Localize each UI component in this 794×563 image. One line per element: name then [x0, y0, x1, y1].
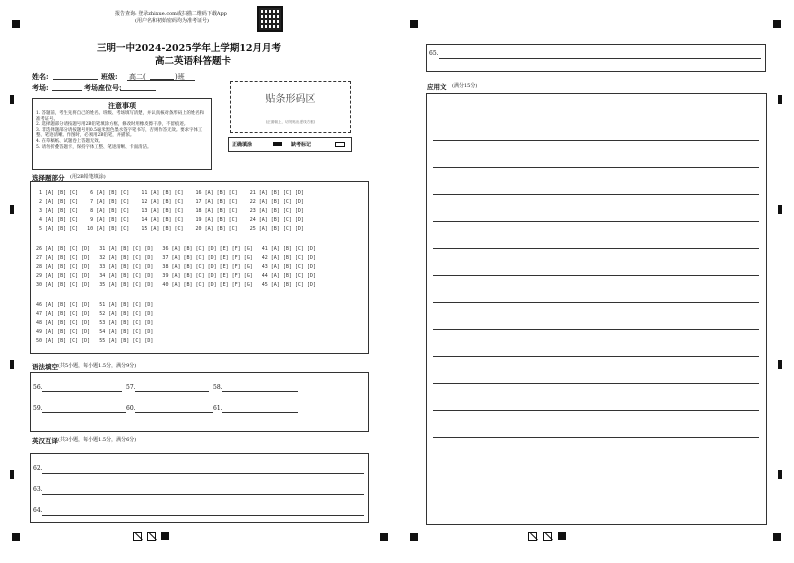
- notes-item: 3. 非选择题部分请按题号用0.5毫米黑色墨水签字笔书写，否则作答无效。要求字体工整、笔迹清晰。作图时，必须用2B铅笔，并描浓。: [36, 127, 203, 139]
- translation-item-64: 64.: [33, 507, 43, 514]
- writing-line[interactable]: [433, 302, 759, 303]
- mcq-row[interactable]: 1 [A] [B] [C] 6 [A] [B] [C] 11 [A] [B] [C] 16 [A] [B] [C] 21 [A] [B] [C] [D]: [36, 190, 304, 196]
- valid-fill-label: 正确填涂: [232, 142, 253, 148]
- mcq-row[interactable]: 47 [A] [B] [C] [D] 52 [A] [B] [C] [D]: [36, 311, 154, 317]
- translation-section-label: 英汉互译: [32, 437, 58, 445]
- writing-section-note: (满分15分): [452, 83, 478, 89]
- page-code-mark: [133, 532, 142, 541]
- translation-item-63: 63.: [33, 486, 43, 493]
- exam-room-field[interactable]: [52, 90, 82, 91]
- absent-mark-checkbox[interactable]: [335, 142, 345, 147]
- writing-line[interactable]: [433, 437, 759, 438]
- mcq-row[interactable]: 28 [A] [B] [C] [D] 33 [A] [B] [C] [D] 38 [A] [B] [C] [D] [E] [F] [G] 43 [A] [B] [C] [D]: [36, 264, 316, 270]
- page-code-mark: [543, 532, 552, 541]
- translation-line-62[interactable]: [42, 473, 364, 474]
- question-65-label: 65.: [429, 50, 439, 57]
- notes-item: 1. 答题前，考生先将自己的姓名、班级、考场填写清楚，并认真核对条形码上的姓名和准考证号。: [36, 111, 205, 122]
- writing-line[interactable]: [433, 248, 759, 249]
- registration-mark-bottom-right: [773, 533, 781, 541]
- registration-mark-top-center: [410, 20, 418, 28]
- question-65-line[interactable]: [439, 58, 761, 59]
- side-mark: [778, 470, 782, 479]
- grammar-item-57: 57.: [126, 384, 136, 391]
- report-notice: 报告查询: 登录zhixue.com或扫描二维码下载App: [115, 11, 227, 17]
- writing-line[interactable]: [433, 356, 759, 357]
- name-label: 姓名:: [32, 72, 49, 81]
- page-code-mark: [558, 532, 566, 540]
- notes-item: 4. 在草稿纸、试题卷上答题无效。: [36, 138, 104, 144]
- writing-section-label: 应用文: [427, 83, 447, 91]
- barcode-label: 贴条形码区: [265, 94, 316, 105]
- grammar-blank-58[interactable]: [222, 391, 298, 392]
- mcq-row[interactable]: 5 [A] [B] [C] 10 [A] [B] [C] 15 [A] [B] [C] 20 [A] [B] [C] 25 [A] [B] [C] [D]: [36, 226, 304, 232]
- registration-mark-bottom-center: [410, 533, 418, 541]
- question-65-box: [426, 44, 766, 72]
- grammar-blank-61[interactable]: [222, 412, 298, 413]
- mcq-row[interactable]: 29 [A] [B] [C] [D] 34 [A] [B] [C] [D] 39 [A] [B] [C] [D] [E] [F] [G] 44 [A] [B] [C] [D]: [36, 273, 316, 279]
- grammar-section-label: 语法填空: [32, 363, 58, 371]
- grammar-item-60: 60.: [126, 405, 136, 412]
- mcq-row[interactable]: 46 [A] [B] [C] [D] 51 [A] [B] [C] [D]: [36, 302, 154, 308]
- absent-mark-label: 缺考标记: [291, 142, 312, 148]
- side-mark: [10, 470, 14, 479]
- report-notice-credentials: (用户名和初始密码均为准考证号): [135, 18, 209, 24]
- mcq-row[interactable]: 30 [A] [B] [C] [D] 35 [A] [B] [C] [D] 40 [A] [B] [C] [D] [E] [F] [G] 45 [A] [B] [C] [D]: [36, 282, 316, 288]
- side-mark: [10, 205, 14, 214]
- registration-mark-top-right: [773, 20, 781, 28]
- seat-label: 考场座位号:: [84, 83, 122, 92]
- mcq-row[interactable]: 48 [A] [B] [C] [D] 53 [A] [B] [C] [D]: [36, 320, 154, 326]
- barcode-hint: (正面朝上，切勿贴出虚线方框): [265, 120, 316, 124]
- translation-section-note: (共3小题，每小题1.5分，满分6分): [58, 437, 137, 443]
- valid-fill-sample: [273, 142, 282, 146]
- barcode-area: [230, 81, 351, 133]
- writing-answer-box: [426, 93, 767, 525]
- notes-box: [32, 98, 212, 170]
- writing-line[interactable]: [433, 275, 759, 276]
- mcq-row[interactable]: 26 [A] [B] [C] [D] 31 [A] [B] [C] [D] 36 [A] [B] [C] [D] [E] [F] [G] 41 [A] [B] [C] [D]: [36, 246, 316, 252]
- writing-line[interactable]: [433, 194, 759, 195]
- registration-mark-top-left: [12, 20, 20, 28]
- mcq-row[interactable]: 3 [A] [B] [C] 8 [A] [B] [C] 13 [A] [B] [C] 18 [A] [B] [C] 23 [A] [B] [C] [D]: [36, 208, 304, 214]
- grammar-answer-box: [30, 372, 369, 432]
- side-mark: [10, 360, 14, 369]
- grammar-item-59: 59.: [33, 405, 43, 412]
- translation-answer-box: [30, 453, 369, 523]
- mcq-row[interactable]: 49 [A] [B] [C] [D] 54 [A] [B] [C] [D]: [36, 329, 154, 335]
- mcq-row[interactable]: 50 [A] [B] [C] [D] 55 [A] [B] [C] [D]: [36, 338, 154, 344]
- writing-line[interactable]: [433, 167, 759, 168]
- writing-line[interactable]: [433, 329, 759, 330]
- qr-code-icon: [257, 6, 283, 32]
- page-subtitle: 高二英语科答题卡: [155, 56, 232, 67]
- side-mark: [778, 360, 782, 369]
- notes-item: 2. 选择题部分请按题号用2B铅笔填涂方框，修改时用橡皮擦干净，不留痕迹。: [36, 122, 189, 128]
- grammar-blank-57[interactable]: [135, 391, 209, 392]
- writing-line[interactable]: [433, 221, 759, 222]
- grammar-blank-60[interactable]: [135, 412, 213, 413]
- side-mark: [778, 95, 782, 104]
- notes-item: 5. 请勿折叠答题卡，保持字体工整、笔迹清晰、卡面清洁。: [36, 144, 152, 150]
- side-mark: [10, 95, 14, 104]
- page-code-mark: [528, 532, 537, 541]
- writing-line[interactable]: [433, 383, 759, 384]
- grammar-blank-56[interactable]: [42, 391, 122, 392]
- registration-mark-bottom-mid-left: [380, 533, 388, 541]
- writing-line[interactable]: [433, 140, 759, 141]
- mcq-row[interactable]: 4 [A] [B] [C] 9 [A] [B] [C] 14 [A] [B] [C] 19 [A] [B] [C] 24 [A] [B] [C] [D]: [36, 217, 304, 223]
- class-label: 班级:: [101, 72, 118, 81]
- grammar-blank-59[interactable]: [42, 412, 126, 413]
- translation-line-63[interactable]: [42, 494, 364, 495]
- translation-item-62: 62.: [33, 465, 43, 472]
- grammar-item-61: 61.: [213, 405, 223, 412]
- class-value: 高二(: [129, 73, 146, 81]
- seat-field[interactable]: [120, 90, 156, 91]
- grammar-item-58: 58.: [213, 384, 223, 391]
- mcq-row[interactable]: 27 [A] [B] [C] [D] 32 [A] [B] [C] [D] 37 [A] [B] [C] [D] [E] [F] [G] 42 [A] [B] [C] [D]: [36, 255, 316, 261]
- grammar-item-56: 56.: [33, 384, 43, 391]
- page-title: 三明一中2024-2025学年上学期12月月考: [97, 43, 282, 54]
- page-code-mark: [161, 532, 169, 540]
- mcq-section-note: (用2B铅笔填涂): [70, 174, 106, 180]
- writing-line[interactable]: [433, 410, 759, 411]
- page-code-mark: [147, 532, 156, 541]
- notes-title: 注意事项: [108, 101, 136, 110]
- class-underline: [127, 80, 195, 81]
- class-suffix: )班: [175, 73, 185, 81]
- grammar-section-note: (共5小题，每小题1.5分，满分9分): [58, 363, 137, 369]
- mcq-section-label: 选择题部分: [32, 174, 65, 182]
- exam-room-label: 考场:: [32, 83, 49, 92]
- side-mark: [778, 205, 782, 214]
- registration-mark-bottom-left: [12, 533, 20, 541]
- fill-example-box: [228, 137, 352, 152]
- translation-line-64[interactable]: [42, 515, 364, 516]
- mcq-row[interactable]: 2 [A] [B] [C] 7 [A] [B] [C] 12 [A] [B] [C] 17 [A] [B] [C] 22 [A] [B] [C] [D]: [36, 199, 304, 205]
- name-field[interactable]: [53, 79, 98, 80]
